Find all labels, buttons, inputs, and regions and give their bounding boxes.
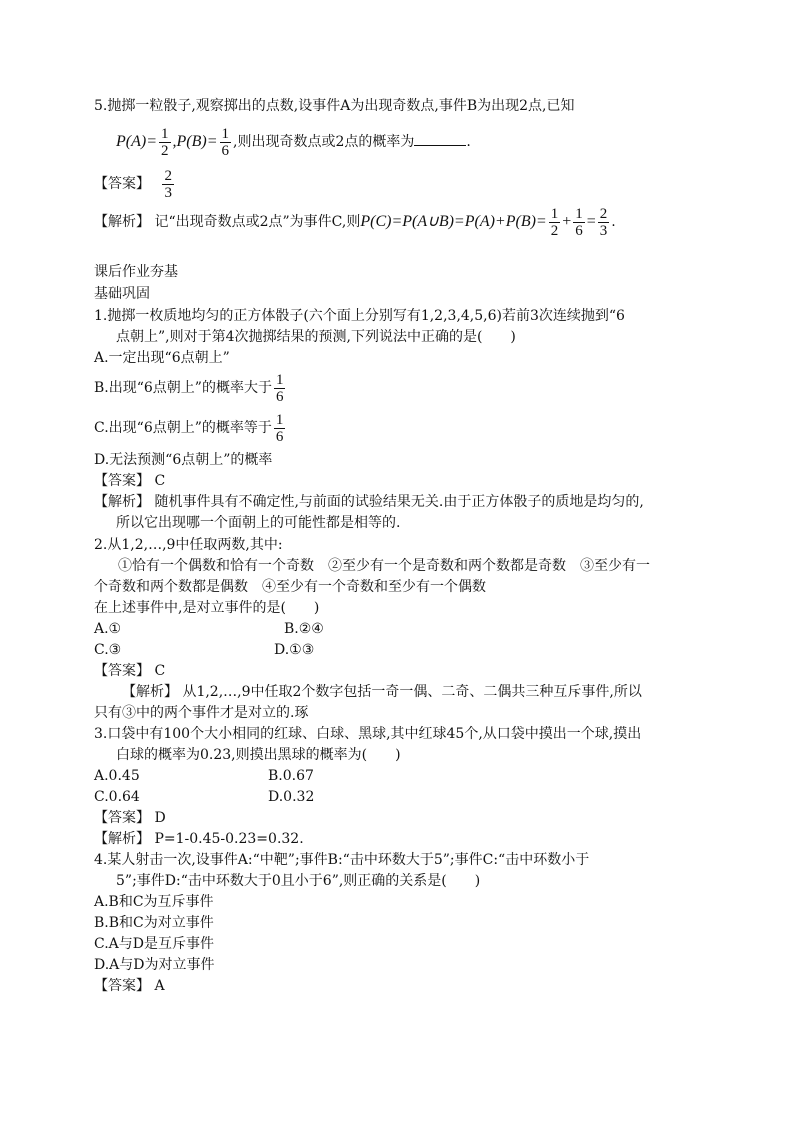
q2-stem-line3: 个奇数和两个数都是偶数 ④至少有一个奇数和至少有一个偶数 xyxy=(94,579,486,595)
section-title: 课后作业夯基 xyxy=(94,264,178,280)
q3-analysis: 【解析】 P=1-0.45-0.23=0.32. xyxy=(94,831,304,847)
q2-option-a: A.① xyxy=(94,621,122,637)
q2-option-b: B.②④ xyxy=(284,621,324,637)
q5-analysis-frac1: $\frac{1}{2}$ xyxy=(550,205,559,239)
q5-analysis-eq: = xyxy=(586,213,596,230)
q4-answer: 【答案】 A xyxy=(94,978,165,994)
q5-condition xyxy=(116,122,471,162)
q1-stem-line1: 1.抛掷一枚质地均匀的正方体骰子(六个面上分别写有1,2,3,4,5,6)若前3次连续抛到“6 xyxy=(94,308,625,324)
q2-stem-line2: ①恰有一个偶数和恰有一个奇数 ②至少有一个是奇数和两个数都是奇数 ③至少有一 xyxy=(118,558,650,574)
q1-stem-line2: 点朝上”,则对于第4次抛掷结果的预测,下列说法中正确的是( ) xyxy=(116,329,516,345)
q5-answer xyxy=(94,164,176,204)
q5-cond-pa: P(A)= xyxy=(116,133,157,150)
q2-option-c: C.③ xyxy=(94,642,122,658)
q1-option-c-frac: $\frac{1}{6}$ xyxy=(275,411,284,445)
q5-analysis-text: 记“出现奇数点或2点”为事件C,则 xyxy=(154,214,361,230)
q5-analysis xyxy=(94,202,616,242)
q3-option-d: D.0.32 xyxy=(268,789,315,805)
q5-frac-pa: $\frac{1}{2}$ xyxy=(161,125,169,159)
q1-option-b-frac: $\frac{1}{6}$ xyxy=(275,371,284,405)
q5-cond-tail: ,则出现奇数点或2点的概率为 xyxy=(233,134,415,150)
q1-option-a: A.一定出现“6点朝上” xyxy=(94,350,230,366)
q4-stem-line2: 5”;事件D:“击中环数大于0且小于6”,则正确的关系是( ) xyxy=(116,873,481,889)
q4-option-a: A.B和C为互斥事件 xyxy=(94,894,214,910)
q4-option-d: D.A与D为对立事件 xyxy=(94,957,215,973)
q5-answer-frac: $\frac{2}{3}$ xyxy=(164,167,172,201)
q5-cond-pb: ,P(B)= xyxy=(172,133,218,150)
q1-analysis-line2: 所以它出现哪一个面朝上的可能性都是相等的. xyxy=(116,515,401,531)
q4-option-b: B.B和C为对立事件 xyxy=(94,915,214,931)
q5-answer-label: 【答案】 xyxy=(94,176,150,192)
q5-analysis-end: . xyxy=(611,214,616,230)
q1-option-b-text: B.出现“6点朝上”的概率大于 xyxy=(94,380,272,396)
q1-option-c-text: C.出现“6点朝上”的概率等于 xyxy=(94,420,272,436)
q2-stem-line4: 在上述事件中,是对立事件的是( ) xyxy=(94,600,320,616)
q2-analysis-line1: 【解析】 从1,2,…,9中任取2个数字包括一奇一偶、二奇、二偶共三种互斥事件,所以 xyxy=(122,684,642,700)
q3-option-c: C.0.64 xyxy=(94,789,140,805)
q1-analysis-line1: 【解析】 随机事件具有不确定性,与前面的试验结果无关.由于正方体骰子的质地是均匀的, xyxy=(94,494,644,510)
q2-answer: 【答案】 C xyxy=(94,663,166,679)
q4-stem-line1: 4.某人射击一次,设事件A:“中靶”;事件B:“击中环数大于5”;事件C:“击中环数小于 xyxy=(94,852,590,868)
q1-option-d: D.无法预测“6点朝上”的概率 xyxy=(94,452,273,468)
q4-option-c: C.A与D是互斥事件 xyxy=(94,936,214,952)
q5-analysis-plus: + xyxy=(562,213,572,230)
q2-analysis-line2: 只有③中的两个事件才是对立的.琢 xyxy=(94,705,309,721)
q3-stem-line2: 白球的概率为0.23,则摸出黑球的概率为( ) xyxy=(116,747,401,763)
q3-option-b: B.0.67 xyxy=(268,768,314,784)
q5-cond-end: . xyxy=(466,134,471,150)
q5-frac-pb: $\frac{1}{6}$ xyxy=(221,125,229,159)
q1-option-c xyxy=(94,410,287,446)
q5-analysis-frac3: $\frac{2}{3}$ xyxy=(599,205,608,239)
q3-option-a: A.0.45 xyxy=(94,768,140,784)
q1-option-b xyxy=(94,370,287,406)
q2-option-d: D.①③ xyxy=(274,642,315,658)
q5-analysis-label: 【解析】 xyxy=(94,214,150,230)
q5-stem: 5.抛掷一粒骰子,观察掷出的点数,设事件A为出现奇数点,事件B为出现2点,已知 xyxy=(94,98,575,114)
q3-stem-line1: 3.口袋中有100个大小相同的红球、白球、黑球,其中红球45个,从口袋中摸出一个球,摸出 xyxy=(94,726,642,742)
subsection-title: 基础巩固 xyxy=(94,286,150,302)
q5-analysis-math: P(C)=P(A∪B)=P(A)+P(B)= xyxy=(360,213,547,230)
q1-answer: 【答案】 C xyxy=(94,473,166,489)
q5-analysis-frac2: $\frac{1}{6}$ xyxy=(575,205,583,239)
q2-stem-line1: 2.从1,2,…,9中任取两数,其中: xyxy=(94,537,283,553)
q3-answer: 【答案】 D xyxy=(94,810,166,826)
q5-answer-blank xyxy=(414,131,466,146)
